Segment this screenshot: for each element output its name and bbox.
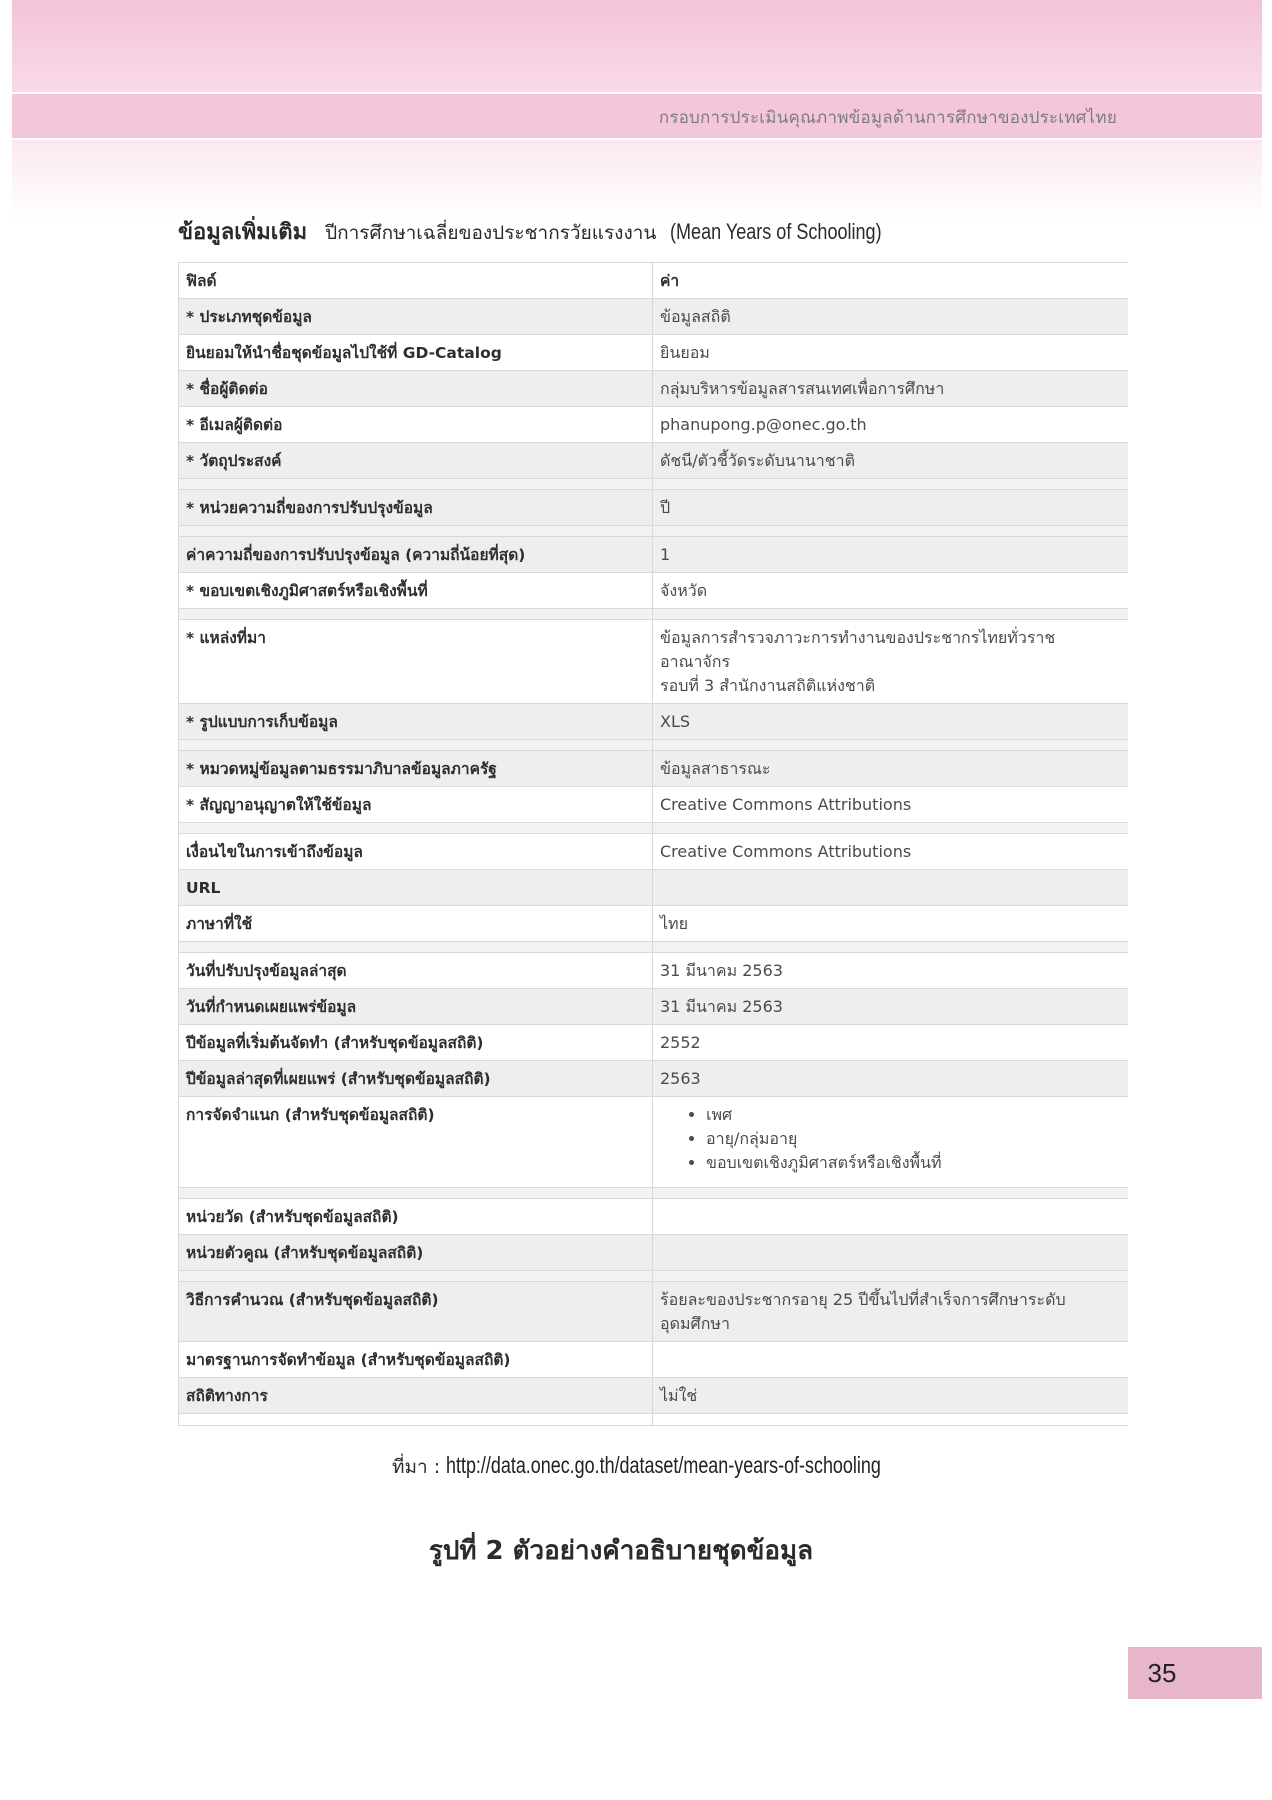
field-cell: ยินยอมให้นำชื่อชุดข้อมูลไปใช้ที่ GD-Catalog (179, 335, 653, 371)
value-cell: ปี (653, 490, 1129, 526)
figure-caption: รูปที่ 2 ตัวอย่างคำอธิบายชุดข้อมูล (428, 1536, 814, 1566)
table-row (179, 704, 1129, 740)
value-cell: phanupong.p@onec.go.th (653, 407, 1129, 443)
value-line: ข้อมูลการสำรวจภาวะการทำงานของประชากรไทยทั่วราชอาณาจักร (660, 628, 1056, 671)
metadata-table-container (178, 262, 1128, 1436)
table-row (179, 1061, 1129, 1097)
field-cell: วิธีการคำนวณ (สำหรับชุดข้อมูลสถิติ) (179, 1282, 653, 1342)
field-cell: * ชื่อผู้ติดต่อ (179, 371, 653, 407)
section-heading (178, 214, 928, 249)
value-cell (653, 1235, 1129, 1271)
row-spacer (179, 1188, 1129, 1199)
row-spacer (179, 740, 1129, 751)
classification-list (660, 1103, 1121, 1175)
table-row (179, 870, 1129, 906)
field-cell: หน่วยตัวคูณ (สำหรับชุดข้อมูลสถิติ) (179, 1235, 653, 1271)
value-cell: 2563 (653, 1061, 1129, 1097)
field-cell: สถิติทางการ (179, 1378, 653, 1414)
field-cell: * รูปแบบการเก็บข้อมูล (179, 704, 653, 740)
table-header-row (179, 263, 1129, 299)
value-cell: 1 (653, 537, 1129, 573)
list-item: • อายุ/กลุ่มอายุ (706, 1127, 1121, 1151)
table-row (179, 443, 1129, 479)
table-row (179, 953, 1129, 989)
field-cell: * แหล่งที่มา (179, 620, 653, 704)
field-cell: วันที่กำหนดเผยแพร่ข้อมูล (179, 989, 653, 1025)
value-cell (653, 1097, 1129, 1188)
figure-source (392, 1452, 1004, 1482)
value-cell: 31 มีนาคม 2563 (653, 953, 1129, 989)
field-cell: * ประเภทชุดข้อมูล (179, 299, 653, 335)
field-cell: เงื่อนไขในการเข้าถึงข้อมูล (179, 834, 653, 870)
field-cell: * วัตถุประสงค์ (179, 443, 653, 479)
table-row (179, 906, 1129, 942)
section-label: ข้อมูลเพิ่มเติม (178, 220, 308, 245)
field-cell: ค่าความถี่ของการปรับปรุงข้อมูล (ความถี่น้อยที่สุด) (179, 537, 653, 573)
row-spacer (179, 609, 1129, 620)
value-cell: Creative Commons Attributions (653, 787, 1129, 823)
field-cell: ปีข้อมูลที่เริ่มต้นจัดทำ (สำหรับชุดข้อมูลสถิติ) (179, 1025, 653, 1061)
value-cell (653, 870, 1129, 906)
table-row (179, 1235, 1129, 1271)
document-title: กรอบการประเมินคุณภาพข้อมูลด้านการศึกษาของประเทศไทย (658, 108, 1117, 128)
table-row (179, 371, 1129, 407)
row-spacer (179, 1271, 1129, 1282)
section-subtitle: ปีการศึกษาเฉลี่ยของประชากรวัยแรงงาน (325, 222, 657, 244)
column-header-value: ค่า (653, 263, 1129, 299)
field-cell: วันที่ปรับปรุงข้อมูลล่าสุด (179, 953, 653, 989)
value-cell: ดัชนี/ตัวชี้วัดระดับนานาชาติ (653, 443, 1129, 479)
row-spacer (179, 823, 1129, 834)
list-item: • ขอบเขตเชิงภูมิศาสตร์หรือเชิงพื้นที่ (706, 1151, 1121, 1175)
source-url: http://data.onec.go.th/dataset/mean-years-of-schooling (446, 1452, 881, 1478)
table-row (179, 1199, 1129, 1235)
value-cell: 2552 (653, 1025, 1129, 1061)
table-row (179, 537, 1129, 573)
source-label: ที่มา : (392, 1456, 441, 1478)
value-cell: 31 มีนาคม 2563 (653, 989, 1129, 1025)
value-cell: ไทย (653, 906, 1129, 942)
table-row (179, 1342, 1129, 1378)
field-cell: * หน่วยความถี่ของการปรับปรุงข้อมูล (179, 490, 653, 526)
metadata-table (178, 262, 1128, 1426)
row-spacer (179, 942, 1129, 953)
value-cell: ข้อมูลสถิติ (653, 299, 1129, 335)
value-cell (653, 1199, 1129, 1235)
table-row (179, 573, 1129, 609)
value-cell: ไม่ใช่ (653, 1378, 1129, 1414)
table-row (179, 1282, 1129, 1342)
field-cell: * สัญญาอนุญาตให้ใช้ข้อมูล (179, 787, 653, 823)
table-row (179, 335, 1129, 371)
value-cell: ยินยอม (653, 335, 1129, 371)
table-row (179, 989, 1129, 1025)
field-cell: URL (179, 870, 653, 906)
table-row (179, 490, 1129, 526)
field-cell: * หมวดหมู่ข้อมูลตามธรรมาภิบาลข้อมูลภาครัฐ (179, 751, 653, 787)
table-row (179, 787, 1129, 823)
field-cell: มาตรฐานการจัดทำข้อมูล (สำหรับชุดข้อมูลสถิติ) (179, 1342, 653, 1378)
table-row (179, 407, 1129, 443)
table-row (179, 1025, 1129, 1061)
value-cell: จังหวัด (653, 573, 1129, 609)
table-row (179, 751, 1129, 787)
field-cell: ปีข้อมูลล่าสุดที่เผยแพร่ (สำหรับชุดข้อมูลสถิติ) (179, 1061, 653, 1097)
table-row (179, 834, 1129, 870)
value-cell: ข้อมูลสาธารณะ (653, 751, 1129, 787)
value-cell: ร้อยละของประชากรอายุ 25 ปีขึ้นไปที่สำเร็จการศึกษาระดับอุดมศึกษา (653, 1282, 1129, 1342)
row-spacer (179, 526, 1129, 537)
field-cell: * อีเมลผู้ติดต่อ (179, 407, 653, 443)
field-cell: การจัดจำแนก (สำหรับชุดข้อมูลสถิติ) (179, 1097, 653, 1188)
table-row-cut (179, 1414, 1129, 1426)
value-cell: กลุ่มบริหารข้อมูลสารสนเทศเพื่อการศึกษา (653, 371, 1129, 407)
table-row (179, 1378, 1129, 1414)
field-cell: หน่วยวัด (สำหรับชุดข้อมูลสถิติ) (179, 1199, 653, 1235)
value-cell: XLS (653, 704, 1129, 740)
section-subtitle-en: (Mean Years of Schooling) (670, 219, 882, 244)
table-row (179, 299, 1129, 335)
table-row (179, 1097, 1129, 1188)
row-spacer (179, 479, 1129, 490)
value-cell: Creative Commons Attributions (653, 834, 1129, 870)
field-cell: * ขอบเขตเชิงภูมิศาสตร์หรือเชิงพื้นที่ (179, 573, 653, 609)
field-cell: ภาษาที่ใช้ (179, 906, 653, 942)
value-line: รอบที่ 3 สำนักงานสถิติแห่งชาติ (660, 676, 876, 695)
table-row (179, 620, 1129, 704)
column-header-field: ฟิลด์ (179, 263, 653, 299)
value-cell (653, 1342, 1129, 1378)
list-item: • เพศ (706, 1103, 1121, 1127)
page-number: 35 (1147, 1658, 1177, 1688)
value-cell (653, 620, 1129, 704)
